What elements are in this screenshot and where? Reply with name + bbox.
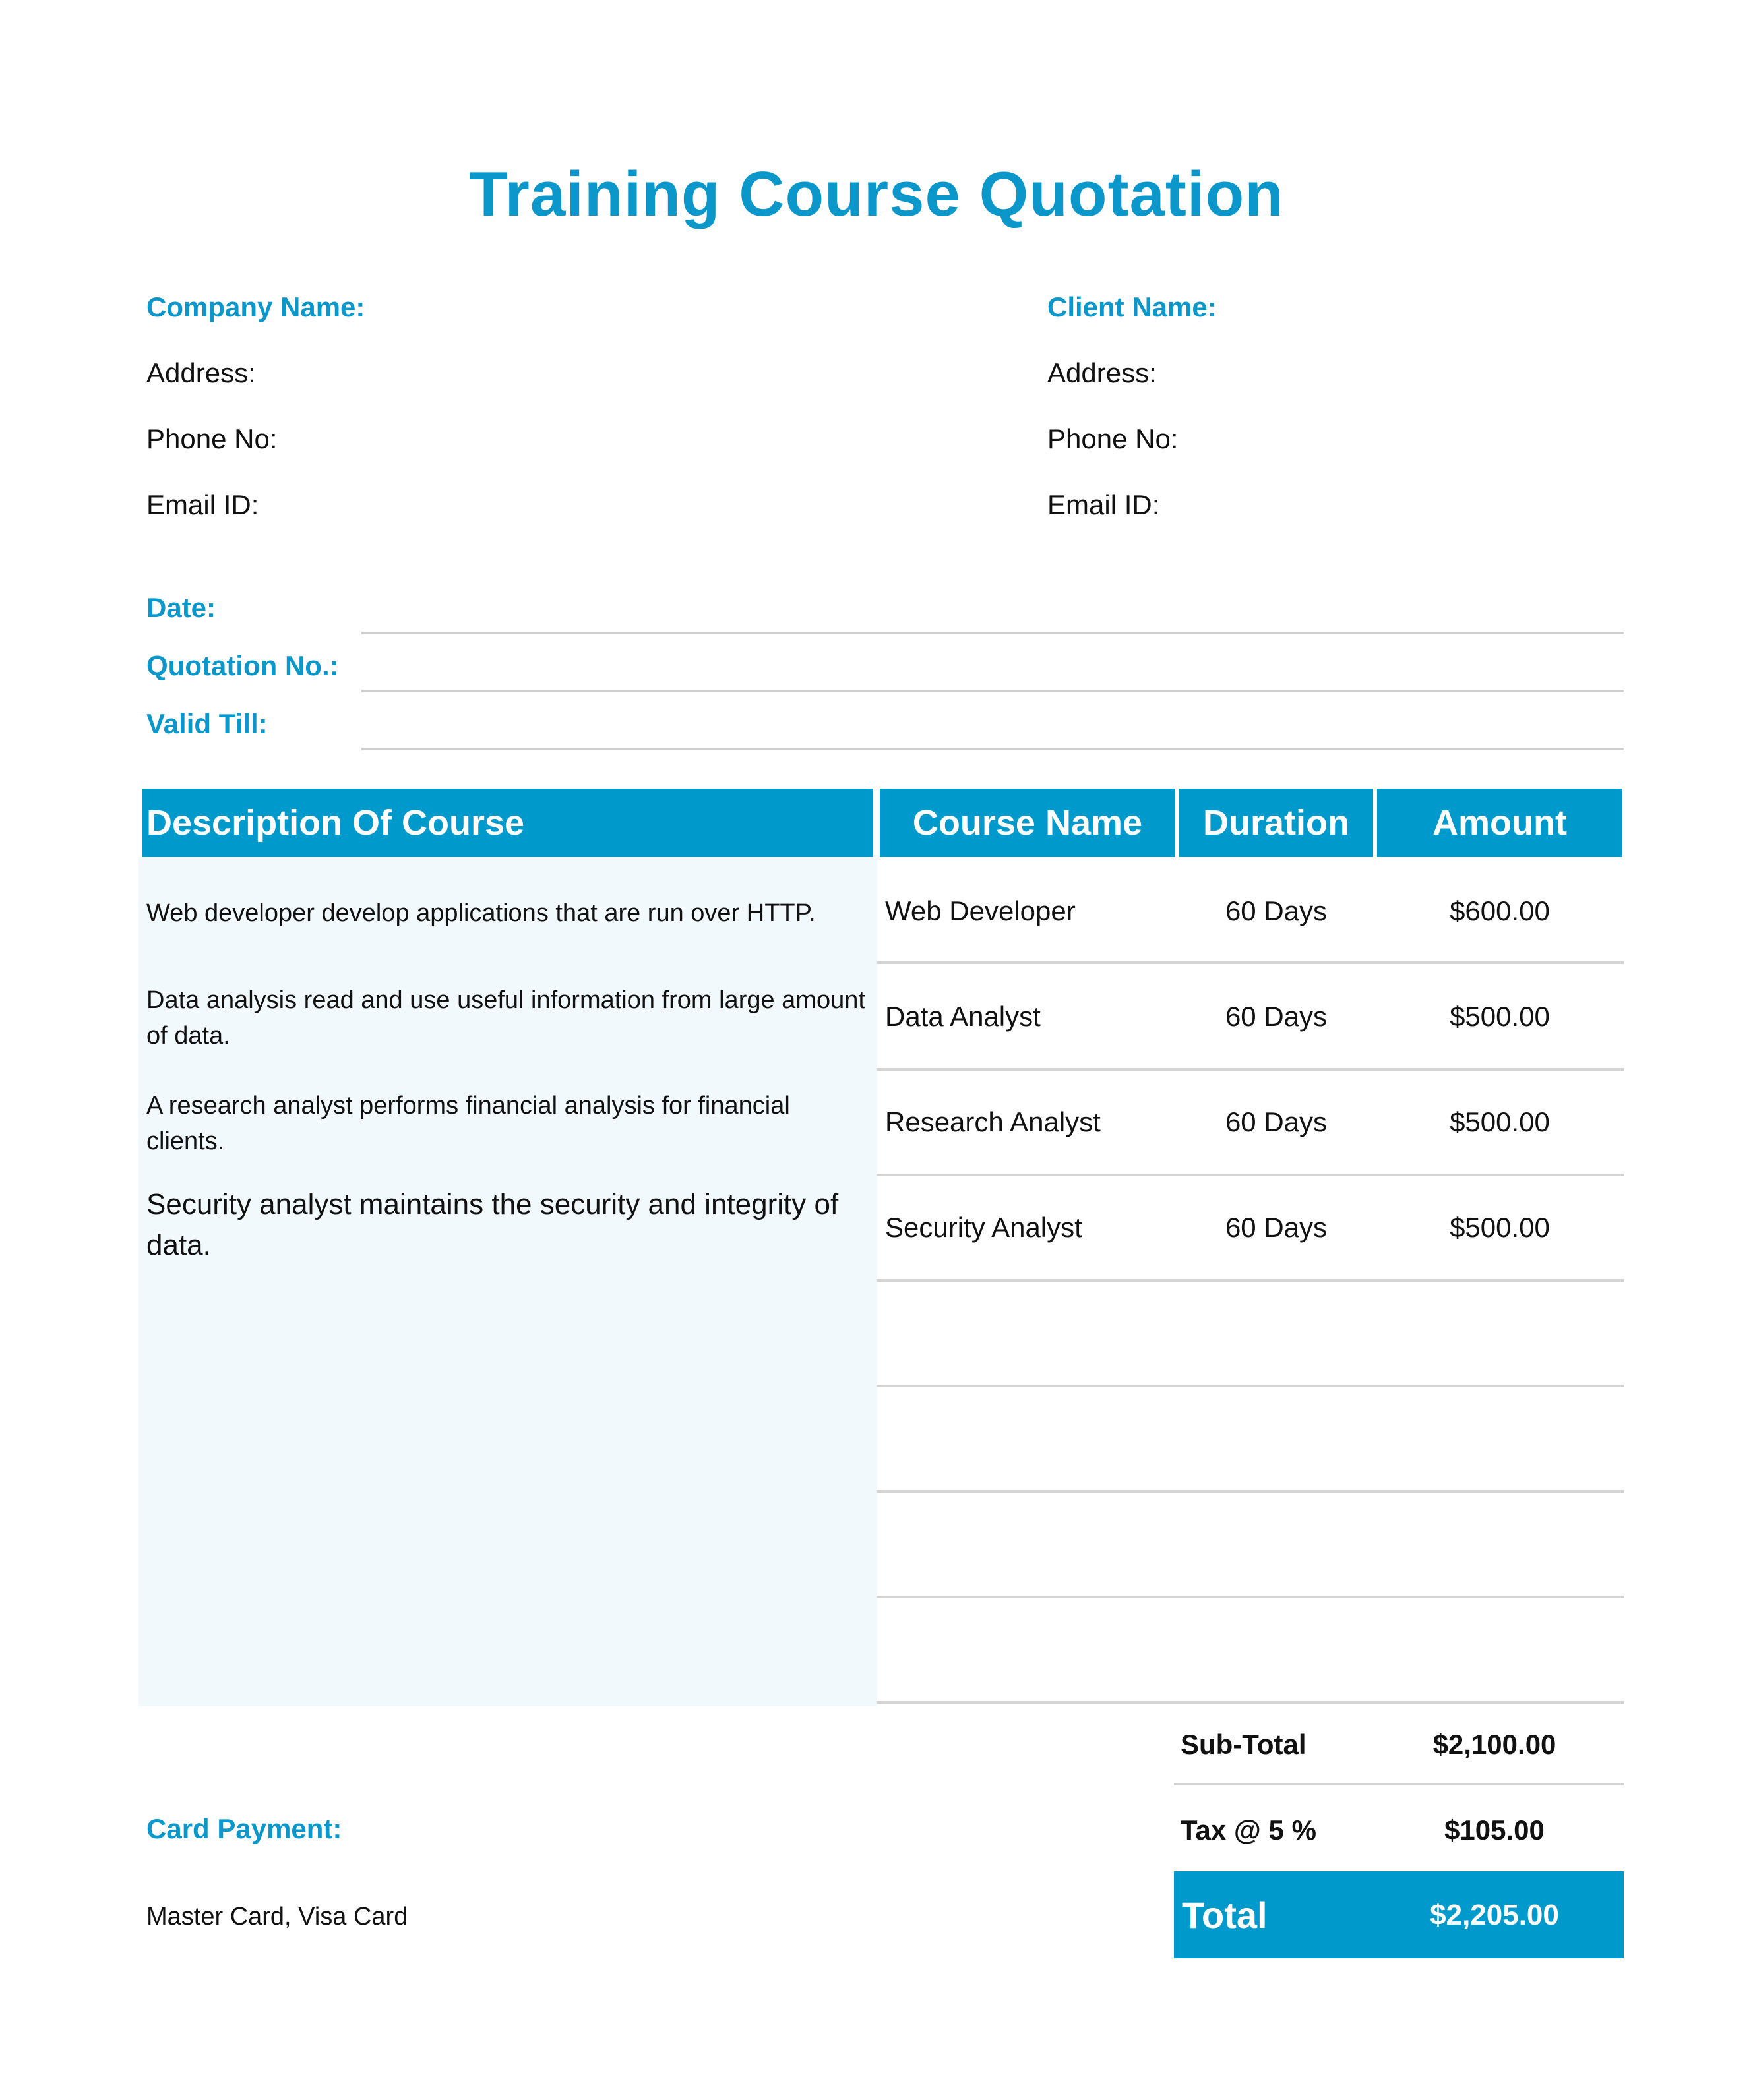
header-course-name: Course Name xyxy=(880,789,1175,857)
valid-till-field-line[interactable] xyxy=(361,748,1624,750)
document-title: Training Course Quotation xyxy=(469,159,1284,229)
row-amount: $500.00 xyxy=(1450,1212,1550,1243)
row-duration: 60 Days xyxy=(1225,895,1328,926)
tax-value: $105.00 xyxy=(1444,1815,1545,1845)
row-divider xyxy=(877,1385,1624,1387)
row-duration: 60 Days xyxy=(1225,1212,1328,1243)
card-payment-label: Card Payment: xyxy=(146,1813,342,1844)
row-divider xyxy=(877,1490,1624,1493)
tax-label: Tax @ 5 % xyxy=(1181,1815,1316,1845)
row-description: Data analysis read and use useful information from large amount of data. xyxy=(146,986,865,1050)
row-duration: 60 Days xyxy=(1225,1001,1328,1032)
row-amount: $600.00 xyxy=(1450,895,1550,926)
row-amount: $500.00 xyxy=(1450,1106,1550,1137)
row-course-name: Research Analyst xyxy=(885,1106,1101,1137)
valid-till-label: Valid Till: xyxy=(146,708,268,739)
header-description: Description Of Course xyxy=(142,789,873,857)
total-label: Total xyxy=(1182,1894,1268,1936)
company-address-label: Address: xyxy=(146,357,256,388)
row-description: A research analyst performs financial analysis for financial clients. xyxy=(146,1092,790,1155)
payment-methods: Master Card, Visa Card xyxy=(146,1903,408,1931)
quotation-no-label: Quotation No.: xyxy=(146,650,339,681)
client-name-label: Client Name: xyxy=(1047,291,1217,322)
row-divider xyxy=(877,961,1624,964)
row-amount: $500.00 xyxy=(1450,1001,1550,1032)
company-phone-label: Phone No: xyxy=(146,423,278,454)
client-address-label: Address: xyxy=(1047,357,1157,388)
header-amount: Amount xyxy=(1377,789,1622,857)
client-phone-label: Phone No: xyxy=(1047,423,1179,454)
company-name-label: Company Name: xyxy=(146,291,365,322)
row-course-name: Data Analyst xyxy=(885,1001,1041,1032)
row-divider xyxy=(877,1701,1624,1704)
row-divider xyxy=(877,1596,1624,1598)
row-course-name: Security Analyst xyxy=(885,1212,1082,1243)
total-value: $2,205.00 xyxy=(1430,1899,1559,1931)
subtotal-value: $2,100.00 xyxy=(1432,1729,1556,1760)
quotation-no-field-line[interactable] xyxy=(361,690,1624,692)
row-description: Security analyst maintains the security and integrity of data. xyxy=(146,1188,839,1261)
row-course-name: Web Developer xyxy=(885,895,1076,926)
row-divider xyxy=(877,1174,1624,1176)
subtotal-divider xyxy=(1174,1783,1624,1785)
row-description: Web developer develop applications that are run over HTTP. xyxy=(146,899,816,927)
row-duration: 60 Days xyxy=(1225,1106,1328,1137)
date-label: Date: xyxy=(146,592,216,623)
date-field-line[interactable] xyxy=(361,632,1624,634)
company-email-label: Email ID: xyxy=(146,489,259,520)
row-divider xyxy=(877,1068,1624,1071)
subtotal-label: Sub-Total xyxy=(1181,1729,1307,1760)
header-duration: Duration xyxy=(1179,789,1373,857)
row-divider xyxy=(877,1279,1624,1282)
client-email-label: Email ID: xyxy=(1047,489,1160,520)
